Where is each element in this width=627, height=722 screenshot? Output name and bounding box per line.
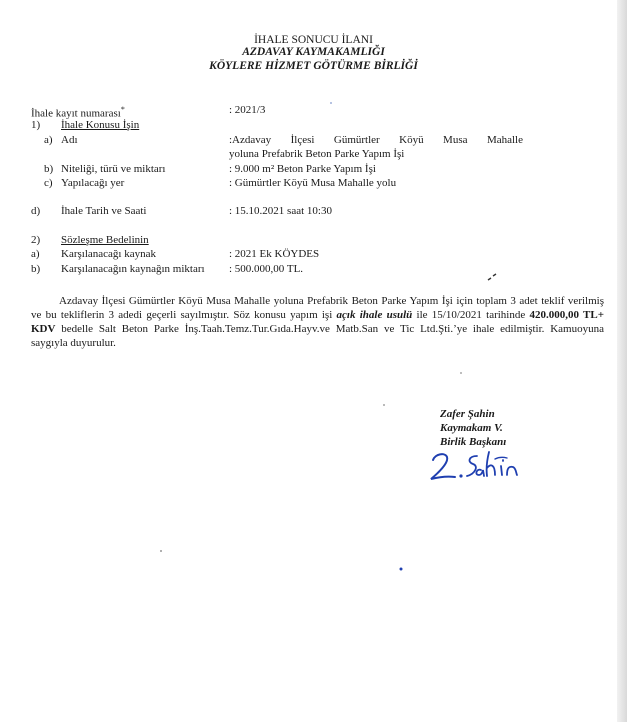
section1-number: 1) xyxy=(31,119,41,131)
s2-item-a-value: : 2021 Ek KÖYDES xyxy=(229,248,320,260)
item-a-letter: a) xyxy=(44,134,53,146)
ink-speck xyxy=(398,566,404,572)
item-b-value: : 9.000 m² Beton Parke Yapım İşi xyxy=(229,163,376,175)
ink-speck xyxy=(328,100,334,106)
authority-name: AZDAVAY KAYMAKAMLIĞI xyxy=(242,46,385,58)
item-b-letter: b) xyxy=(44,163,54,175)
item-d-label: İhale Tarih ve Saati xyxy=(61,205,147,217)
item-b-label: Niteliği, türü ve miktarı xyxy=(61,163,166,175)
item-c-label: Yapılacağı yer xyxy=(61,177,125,189)
union-name: KÖYLERE HİZMET GÖTÜRME BİRLİĞİ xyxy=(209,60,418,72)
item-d-value: : 15.10.2021 saat 10:30 xyxy=(229,205,332,217)
page-edge-shadow xyxy=(617,0,627,722)
s2-item-b-letter: b) xyxy=(31,263,41,275)
section2-title: Sözleşme Bedelinin xyxy=(61,234,149,246)
paragraph-part3: bedelle Salt Beton Parke İnş.Taah.Temz.Tur.Gıda.Hayv.ve Matb.San ve Tic Ltd.Şti.’ye ihale edilmiştir. Kamuoyuna saygıyla duyurulur. xyxy=(31,323,604,349)
contract-amount: 420.000,00 TL+ KDV xyxy=(31,309,604,335)
s2-item-a-letter: a) xyxy=(31,248,40,260)
s2-item-a-label: Karşılanacağı kaynak xyxy=(61,248,156,260)
item-c-letter: c) xyxy=(44,177,53,189)
signatory-name: Zafer Şahin xyxy=(440,408,495,420)
item-d-letter: d) xyxy=(31,205,41,217)
registry-label xyxy=(31,103,125,121)
item-a-value-line2: yoluna Prefabrik Beton Parke Yapım İşi xyxy=(229,148,405,160)
section2-number: 2) xyxy=(31,234,41,246)
s2-item-b-label: Karşılanacağın kaynağın miktarı xyxy=(61,263,205,275)
paragraph-part2: ile 15/10/2021 tarihinde xyxy=(412,309,530,321)
notice-title: İHALE SONUCU İLANI xyxy=(254,34,373,46)
ink-speck xyxy=(381,402,387,408)
ink-speck xyxy=(457,370,465,376)
item-c-value: : Gümürtler Köyü Musa Mahalle yolu xyxy=(229,177,397,189)
registry-marker: * xyxy=(120,105,125,114)
announcement-paragraph xyxy=(31,294,604,350)
section1-title: İhale Konusu İşin xyxy=(61,119,140,131)
ink-speck xyxy=(486,272,500,282)
signatory-role: Birlik Başkanı xyxy=(440,436,507,448)
paragraph-part1: Azdavay İlçesi Gümürtler Köyü Musa Mahalle yoluna Prefabrik Beton Parke Yapım İşi için toplam 3 adet teklif verilmiş ve bu tekliflerin 3 adedi geçerli sayılmıştır. Söz konusu yapım işi xyxy=(31,295,604,321)
handwritten-signature xyxy=(425,448,535,484)
registry-value: : 2021/3 xyxy=(229,104,266,116)
tender-method: açık ihale usulü xyxy=(336,309,413,321)
registry-label-text: İhale kayıt numarası xyxy=(31,107,121,120)
ink-speck xyxy=(158,548,164,554)
item-a-value-line1: :Azdavay İlçesi Gümürtler Köyü Musa Mahalle xyxy=(229,134,523,146)
s2-item-b-value: : 500.000,00 TL. xyxy=(229,263,304,275)
signatory-title: Kaymakam V. xyxy=(440,422,503,434)
item-a-label: Adı xyxy=(61,134,78,146)
